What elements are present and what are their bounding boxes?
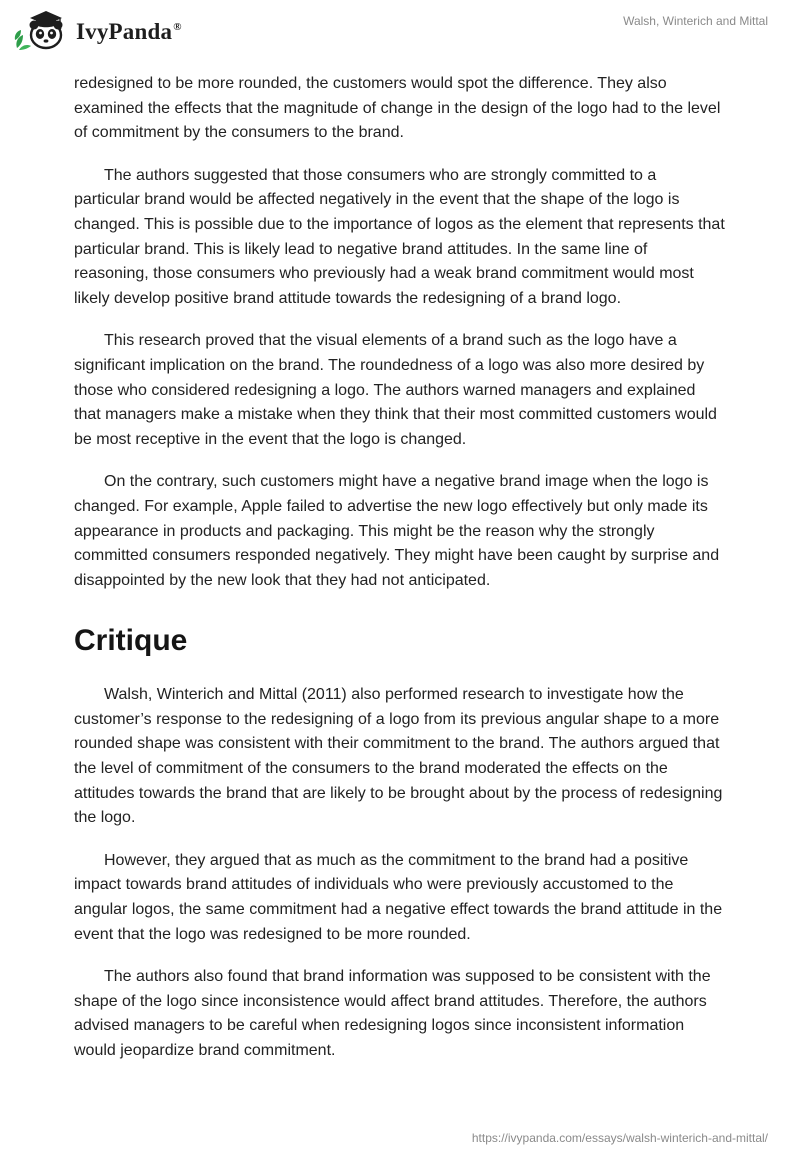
- paragraph: However, they argued that as much as the commitment to the brand had a positive impact towards brand attitudes of individuals who were previously accustomed to the angular logos, the same commitment had a negative effect towards the brand attitude in the event that the logo was redesigned to be more rounded.: [74, 851, 723, 943]
- paragraph: Walsh, Winterich and Mittal (2011) also performed research to investigate how the customer’s response to the redesigning of a logo from its previous angular shape to a more rounded shape was consistent with their commitment to the brand. The authors argued that the level of commitment of the consumers to the brand moderated the effects on the attitudes towards the brand that are likely to be brought about by the process of redesigning the logo.: [74, 686, 723, 827]
- running-title: Walsh, Winterich and Mittal: [623, 14, 768, 28]
- section-heading-critique: Critique: [74, 624, 188, 658]
- essay-content: [74, 72, 726, 1082]
- paragraph: The authors also found that brand information was supposed to be consistent with the shape of the logo since inconsistence would affect brand attitudes. Therefore, the authors advised managers to be careful when redesigning logos since inconsistent information would jeopardize brand commitment.: [74, 968, 711, 1059]
- footer-source-url[interactable]: https://ivypanda.com/essays/walsh-winterich-and-mittal/: [471, 1131, 768, 1145]
- paragraph: This research proved that the visual elements of a brand such as the logo have a significant implication on the brand. The roundedness of a logo was also more desired by those who considered redesigning a logo. The authors warned managers and explained that managers make a mistake when they think that their most committed customers would be most receptive in the event that the logo is changed.: [74, 332, 717, 448]
- paragraph: The authors suggested that those consumers who are strongly committed to a particular brand would be affected negatively in the event that the shape of the logo is changed. This is possible due to the importance of logos as the element that represents that particular brand. This is likely lead to negative brand attitudes. In the same line of reasoning, those consumers who previously had a weak brand commitment would most likely develop positive brand attitude towards the redesigning of a brand logo.: [74, 166, 725, 307]
- paragraph: On the contrary, such customers might have a negative brand image when the logo is changed. For example, Apple failed to advertise the new logo effectively but only made its appearance in products and packaging. This might be the reason why the strongly committed consumers responded negatively. They might have been caught by surprise and disappointed by the new look that they had not anticipated.: [74, 473, 720, 589]
- ivypanda-logo[interactable]: [14, 8, 182, 52]
- logo-wordmark: IvyPanda®: [76, 19, 182, 44]
- panda-graduate-icon: [14, 8, 72, 52]
- paragraph-continued: redesigned to be more rounded, the customers would spot the difference. They also examined the effects that the magnitude of change in the design of the logo had to the level of commitment by the consumers to the brand.: [74, 75, 721, 142]
- page-header: [0, 0, 800, 62]
